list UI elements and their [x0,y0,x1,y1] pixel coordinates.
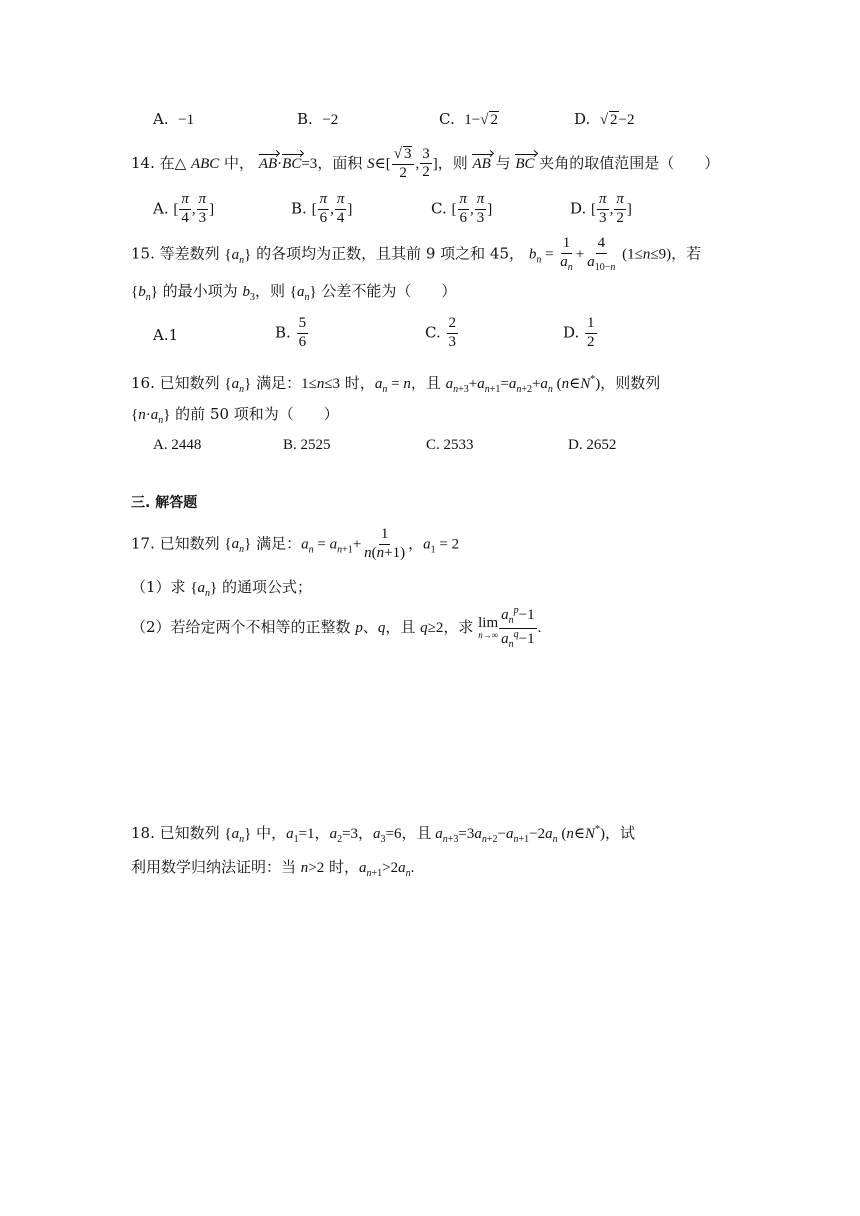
q13-option-a: A. −1 [153,110,195,128]
question-17: 17. 已知数列 $\{a_n\}$ 满足：$a_n = a_{n+1}+$ $\frac{1}{n(n+1)}$ ，$a_1 = 2$ [131,526,460,561]
question-16-line2: $\{n\cdot a_n\}$ 的前 50 项和为（ ） [131,405,339,426]
q16-option-c: C. 2533 [426,437,474,453]
question-18-line2: 利用数学归纳法证明：当 n>2 时，$a_{n+1}>2a_n$. [131,858,415,879]
section-title: 三. 解答题 [131,495,198,511]
question-16: 16. 已知数列 $\{a_n\}$ 满足：1≤n≤3 时，$a_n = n$，且 $a_{n+3}+a_{n+1}=a_{n+2}+a_n$ (n∈N*)，则数列 [131,374,661,395]
q13-option-b: B. −2 [297,110,339,128]
question-15: 15. 等差数列 $\{a_n\}$ 的各项均为正数，且其前 9 项之和 45， $b_n$ = $\frac{1}{a_n}$ + $\frac{4}{a_{10-n}}$ (1≤n≤9)，若 [131,235,702,273]
question-15-line2: $\{b_n\}$ 的最小项为 $b_3$，则 $\{a_n\}$ 公差不能为（ ） [131,282,457,303]
q16-option-a: A. 2448 [153,437,202,453]
q16-option-b: B. 2525 [283,437,331,453]
q17-part2: （2）若给定两个不相等的正整数 p、q，且 q≥2，求 lim n→∞ $\frac{a_n^p-1}{a_n^q-1}$ . [131,605,542,650]
q17-part1: （1）求 $\{a_n\}$ 的通项公式； [131,578,312,599]
q14-option-a: A. [ $\frac{\pi}{4}$ , $\frac{\pi}{3}$ ] [153,191,215,226]
q14-option-b: B. [ $\frac{\pi}{6}$ , $\frac{\pi}{4}$ ] [291,191,353,226]
q15-option-a: A.1 [153,326,179,344]
q13-option-d: D. √ 2−2 [574,110,635,128]
q15-option-c: C. $\frac{2}{3}$ [425,315,456,350]
q14-option-d: D. [ $\frac{\pi}{3}$ , $\frac{\pi}{2}$ ] [570,191,632,226]
question-14: 14. 在△ ABC 中， AB·BC=3，面积 S∈[ $\frac{√ 3}{2}$ , $\frac{3}{2}$ ]，则 AB 与 BC 夹角的取值范围是（ ） [131,145,720,181]
q15-option-d: D. $\frac{1}{2}$ [563,315,595,350]
q13-option-c: C. 1−√ 2 [439,110,498,128]
question-18: 18. 已知数列 $\{a_n\}$ 中，$a_1=1$，$a_2=3$，$a_3=6$，且 $a_{n+3}=3a_{n+2}-a_{n+1}-2a_n$ (n∈N*)，试 [131,824,635,845]
q15-option-b: B. $\frac{5}{6}$ [275,315,307,350]
q16-option-d: D. 2652 [568,437,617,453]
q14-option-c: C. [ $\frac{\pi}{6}$ , $\frac{\pi}{3}$ ] [431,191,493,226]
